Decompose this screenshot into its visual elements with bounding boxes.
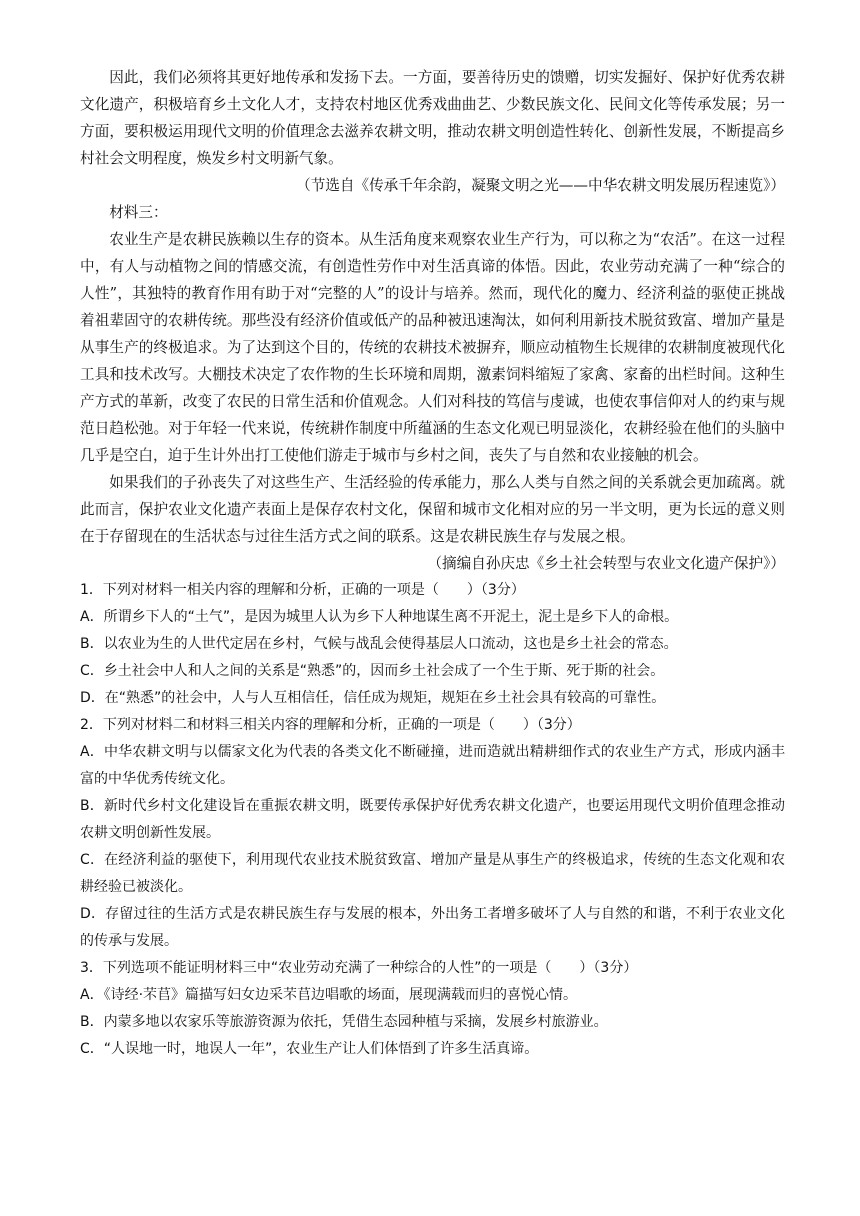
question-2	[80, 712, 785, 955]
material-3-label: 材料三：	[109, 204, 168, 221]
option-d: D．在“熟悉”的社会中，人与人互相信任，信任成为规矩，规矩在乡土社会具有较高的可靠性。	[80, 690, 666, 706]
document-body	[80, 64, 785, 1063]
option-a: A．《诗经·芣苢》篇描写妇女边采芣苢边唱歌的场面，展现满载而归的喜悦心情。	[80, 987, 578, 1003]
option-a: A．中华农耕文明与以儒家文化为代表的各类文化不断碰撞，进而造就出精耕细作式的农业生产方式，形成内涵丰富的中华优秀传统文化。	[80, 744, 785, 787]
question-stem: 3．下列选项不能证明材料三中“农业劳动充满了一种综合的人性”的一项是（ ）（3分）	[80, 960, 638, 976]
option-a: A．所谓乡下人的“土气”，是因为城里人认为乡下人种地谋生离不开泥土，泥土是乡下人的命根。	[80, 609, 679, 625]
material-3-paragraph-1: 农业生产是农耕民族赖以生存的资本。从生活角度来观察农业生产行为，可以称之为“农活”。在这一过程中，有人与动植物之间的情感交流，有创造性劳作中对生活真谛的体悟。因此，农业劳动充满了一种“综合的人性”，其独特的教育作用有助于对“完整的人”的设计与培养。然而，现代化的魔力、经济利益的驱使正挑战着祖辈固守的农耕传统。那些没有经济价值或低产的品种被迅速淘汰，如何利用新技术脱贫致富、增加产量是从事生产的终极追求。为了达到这个目的，传统的农耕技术被摒弃，顺应动植物生长规律的农耕制度被现代化工具和技术改写。大棚技术决定了农作物的生长环境和周期，激素饲料缩短了家禽、家畜的出栏时间。这种生产方式的革新，改变了农民的日常生活和价值观念。人们对科技的笃信与虔诚，也使农事信仰对人的约束与规范日趋松弛。对于年轻一代来说，传统耕作制度中所蕴涵的生态文化观已明显淡化，农耕经验在他们的头脑中几乎是空白，迫于生计外出打工使他们游走于城市与乡村之间，丧失了与自然和农业接触的机会。	[80, 231, 785, 464]
option-c: C．乡土社会中人和人之间的关系是“熟悉”的，因而乡土社会成了一个生于斯、死于斯的社会。	[80, 663, 665, 679]
question-stem: 1．下列对材料一相关内容的理解和分析，正确的一项是（ ）（3分）	[80, 582, 525, 598]
option-b: B．新时代乡村文化建设旨在重振农耕文明，既要传承保护好优秀农耕文化遗产，也要运用现代文明价值理念推动农耕文明创新性发展。	[80, 798, 785, 841]
option-b: B．以农业为生的人世代定居在乡村，气候与战乱会使得基层人口流动，这也是乡土社会的常态。	[80, 636, 678, 652]
question-3	[80, 955, 785, 1063]
option-b: B．内蒙多地以农家乐等旅游资源为依托，凭借生态园种植与采摘，发展乡村旅游业。	[80, 1014, 608, 1030]
option-c: C．在经济利益的驱使下，利用现代农业技术脱贫致富、增加产量是从事生产的终极追求，传统的生态文化观和农耕经验已被淡化。	[80, 852, 785, 895]
material-3-paragraph-2: 如果我们的子孙丧失了对这些生产、生活经验的传承能力，那么人类与自然之间的关系就会更加疏离。就此而言，保护农业文化遗产表面上是保存农村文化，保留和城市文化相对应的另一半文明，更为长远的意义则在于存留现在的生活状态与过往生活方式之间的联系。这是农耕民族生存与发展之根。	[80, 474, 785, 545]
question-stem: 2．下列对材料二和材料三相关内容的理解和分析，正确的一项是（ ）（3分）	[80, 717, 581, 733]
paragraph-conclusion: 因此，我们必须将其更好地传承和发扬下去。一方面，要善待历史的馈赠，切实发掘好、保护好优秀农耕文化遗产，积极培育乡土文化人才，支持农村地区优秀戏曲曲艺、少数民族文化、民间文化等传承发展；另一方面，要积极运用现代文明的价值理念去滋养农耕文明，推动农耕文明创造性转化、创新性发展，不断提高乡村社会文明程度，焕发乡村文明新气象。	[80, 69, 785, 167]
question-1	[80, 577, 785, 712]
option-d: D．存留过往的生活方式是农耕民族生存与发展的根本，外出务工者增多破坏了人与自然的和谐，不利于农业文化的传承与发展。	[80, 906, 785, 949]
source-citation-material-2: （节选自《传承千年余韵，凝聚文明之光——中华农耕文明发展历程速览》）	[296, 177, 785, 194]
source-citation-material-3: （摘编自孙庆忠《乡土社会转型与农业文化遗产保护》）	[427, 555, 785, 572]
option-c: C．“人误地一时，地误人一年”，农业生产让人们体悟到了许多生活真谛。	[80, 1041, 539, 1057]
